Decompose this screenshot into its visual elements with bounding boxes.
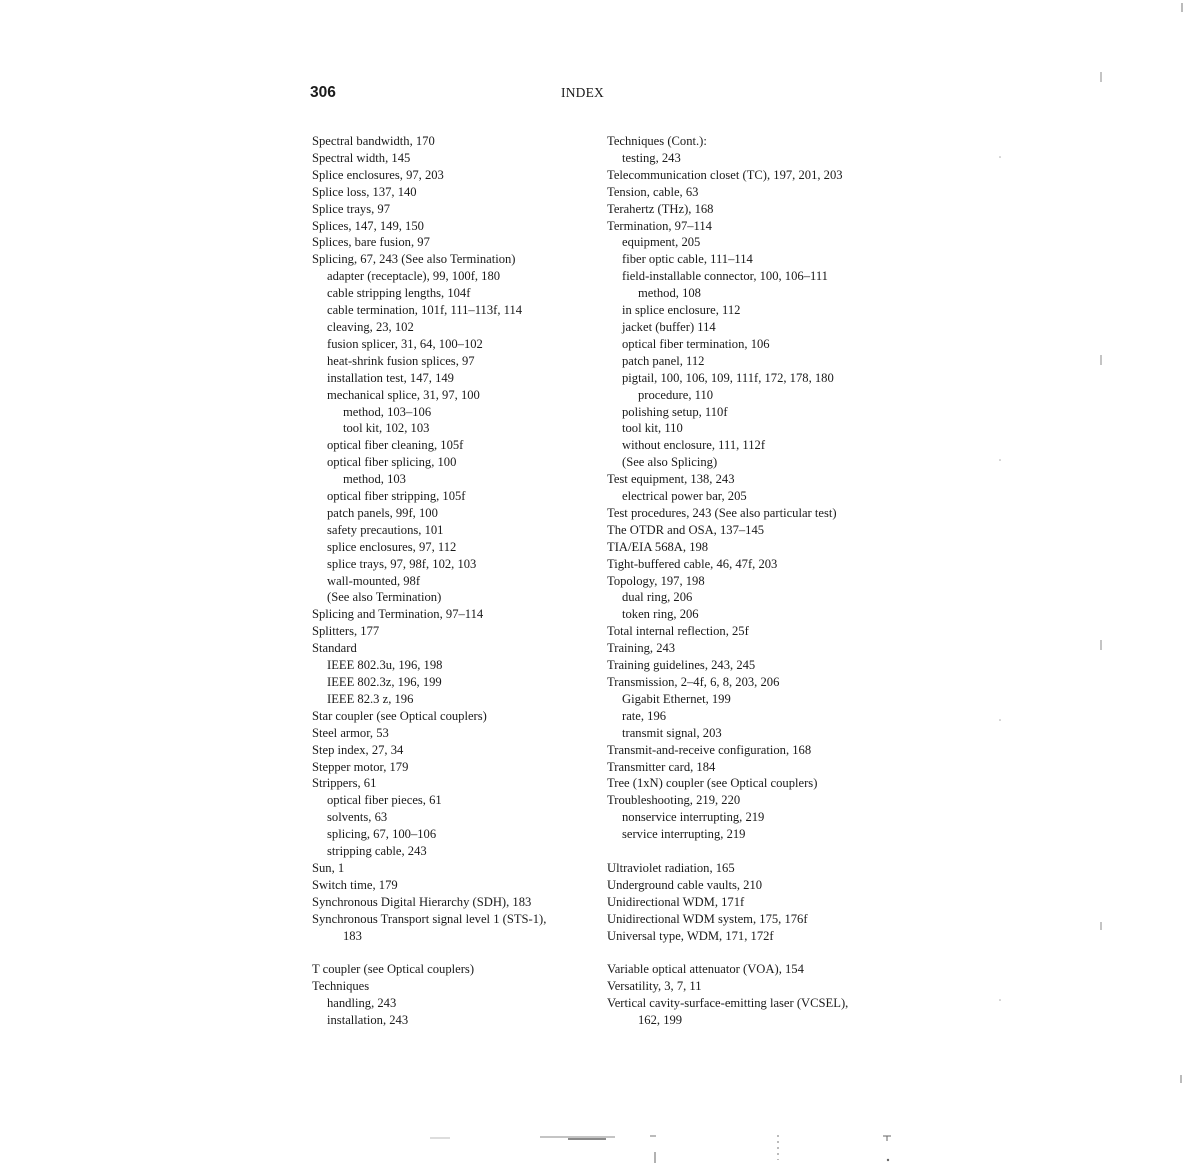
index-entry: Tension, cable, 63 xyxy=(607,184,699,199)
index-subentry: optical fiber termination, 106 xyxy=(622,336,770,351)
index-entry: Splice loss, 137, 140 xyxy=(312,184,417,199)
index-subentry: optical fiber splicing, 100 xyxy=(327,455,457,470)
index-subentry: IEEE 82.3 z, 196 xyxy=(327,691,414,706)
index-subentry: splice trays, 97, 98f, 102, 103 xyxy=(327,556,477,571)
index-subentry: method, 103–106 xyxy=(343,404,432,419)
index-subentry: cleaving, 23, 102 xyxy=(327,319,414,334)
page-number: 306 xyxy=(310,84,336,101)
index-entry: Test procedures, 243 (See also particular test) xyxy=(607,505,837,520)
index-subentry: 183 xyxy=(343,928,362,943)
index-subentry: fiber optic cable, 111–114 xyxy=(622,252,753,267)
index-subentry: adapter (receptacle), 99, 100f, 180 xyxy=(327,269,501,284)
index-subentry: wall-mounted, 98f xyxy=(327,573,421,588)
index-subentry: installation test, 147, 149 xyxy=(327,370,454,385)
index-entry: TIA/EIA 568A, 198 xyxy=(607,539,709,554)
index-subentry: in splice enclosure, 112 xyxy=(622,303,741,318)
index-subentry: cable termination, 101f, 111–113f, 114 xyxy=(327,303,523,318)
index-subentry: safety precautions, 101 xyxy=(327,522,444,537)
index-subentry: pigtail, 100, 106, 109, 111f, 172, 178, 180 xyxy=(622,370,834,385)
index-subentry: procedure, 110 xyxy=(638,387,714,402)
index-subentry: fusion splicer, 31, 64, 100–102 xyxy=(327,336,483,351)
index-subentry: handling, 243 xyxy=(327,996,397,1011)
index-entry: Standard xyxy=(312,641,357,656)
index-entry: Topology, 197, 198 xyxy=(607,573,705,588)
index-entry: Spectral bandwidth, 170 xyxy=(312,134,435,148)
index-spacer xyxy=(607,944,892,961)
index-entry: Universal type, WDM, 171, 172f xyxy=(607,928,774,943)
index-subentry: splicing, 67, 100–106 xyxy=(327,827,437,842)
index-subentry: optical fiber stripping, 105f xyxy=(327,489,466,504)
index-subentry: stripping cable, 243 xyxy=(327,844,427,859)
index-subentry: dual ring, 206 xyxy=(622,590,693,605)
index-entry: Tree (1xN) coupler (see Optical couplers) xyxy=(607,776,818,791)
index-entry: Splicing and Termination, 97–114 xyxy=(312,607,484,622)
index-spacer xyxy=(607,843,892,860)
index-entry: Synchronous Digital Hierarchy (SDH), 183 xyxy=(312,894,532,909)
index-entry: Transmission, 2–4f, 6, 8, 203, 206 xyxy=(607,675,780,689)
index-entry: Stepper motor, 179 xyxy=(312,759,409,774)
index-subentry: IEEE 802.3z, 196, 199 xyxy=(327,675,442,689)
index-subentry: patch panels, 99f, 100 xyxy=(327,505,438,520)
index-subentry: tool kit, 102, 103 xyxy=(343,421,430,436)
index-subentry: heat-shrink fusion splices, 97 xyxy=(327,353,475,368)
index-entry: Sun, 1 xyxy=(312,860,345,875)
index-entry: Switch time, 179 xyxy=(312,877,398,892)
index-entry: Vertical cavity-surface-emitting laser (VCSEL), xyxy=(607,996,849,1011)
index-entry: Techniques (Cont.): xyxy=(607,134,707,148)
index-subentry: method, 103 xyxy=(343,472,406,487)
index-subentry: equipment, 205 xyxy=(622,235,701,250)
index-subentry: solvents, 63 xyxy=(327,810,388,825)
index-subentry: installation, 243 xyxy=(327,1013,409,1028)
index-entry: Steel armor, 53 xyxy=(312,725,389,740)
index-subentry: testing, 243 xyxy=(622,150,681,165)
running-head: INDEX xyxy=(561,85,604,100)
index-entry: Splitters, 177 xyxy=(312,624,380,639)
index-entry: Splicing, 67, 243 (See also Termination) xyxy=(312,252,516,267)
index-column-right xyxy=(607,133,892,1029)
index-entry: Splices, 147, 149, 150 xyxy=(312,218,424,233)
index-entry: Ultraviolet radiation, 165 xyxy=(607,860,735,875)
index-subentry: (See also Splicing) xyxy=(622,455,718,470)
index-subentry: field-installable connector, 100, 106–111 xyxy=(622,269,828,284)
index-subentry: service interrupting, 219 xyxy=(622,827,746,842)
index-entry: The OTDR and OSA, 137–145 xyxy=(607,522,765,537)
index-entry: T coupler (see Optical couplers) xyxy=(312,962,475,977)
index-entry: Unidirectional WDM, 171f xyxy=(607,894,745,909)
index-subentry: 162, 199 xyxy=(638,1013,683,1028)
index-subentry: rate, 196 xyxy=(622,708,667,723)
index-entry: Variable optical attenuator (VOA), 154 xyxy=(607,962,804,977)
index-entry: Telecommunication closet (TC), 197, 201, 203 xyxy=(607,167,843,182)
index-entry: Strippers, 61 xyxy=(312,776,377,791)
index-entry: Synchronous Transport signal level 1 (STS-1), xyxy=(312,911,547,926)
index-subentry: electrical power bar, 205 xyxy=(622,489,747,504)
index-subentry: optical fiber pieces, 61 xyxy=(327,793,442,808)
index-subentry: optical fiber cleaning, 105f xyxy=(327,438,464,453)
index-entry: Training, 243 xyxy=(607,641,676,656)
index-entry: Star coupler (see Optical couplers) xyxy=(312,708,487,723)
index-spacer xyxy=(312,945,597,962)
index-entry: Spectral width, 145 xyxy=(312,150,411,165)
index-subentry: splice enclosures, 97, 112 xyxy=(327,539,457,554)
index-entry: Termination, 97–114 xyxy=(607,218,712,233)
index-entry: Tight-buffered cable, 46, 47f, 203 xyxy=(607,556,778,571)
index-entry: Troubleshooting, 219, 220 xyxy=(607,793,741,808)
index-entry: Versatility, 3, 7, 11 xyxy=(607,979,702,994)
index-entry: Unidirectional WDM system, 175, 176f xyxy=(607,911,808,926)
index-entry: Underground cable vaults, 210 xyxy=(607,877,763,892)
index-entry: Step index, 27, 34 xyxy=(312,742,404,757)
index-entry: Techniques xyxy=(312,979,370,994)
index-subentry: method, 108 xyxy=(638,286,701,301)
index-subentry: IEEE 802.3u, 196, 198 xyxy=(327,658,443,673)
index-entry: Training guidelines, 243, 245 xyxy=(607,658,756,673)
index-subentry: mechanical splice, 31, 97, 100 xyxy=(327,387,480,402)
index-entry: Transmit-and-receive configuration, 168 xyxy=(607,742,812,757)
index-subentry: nonservice interrupting, 219 xyxy=(622,810,765,825)
index-entry: Splices, bare fusion, 97 xyxy=(312,235,430,250)
index-subentry: without enclosure, 111, 112f xyxy=(622,438,766,453)
index-subentry: cable stripping lengths, 104f xyxy=(327,286,471,301)
index-entry: Splice trays, 97 xyxy=(312,201,390,216)
index-subentry: Gigabit Ethernet, 199 xyxy=(622,691,731,706)
index-subentry: transmit signal, 203 xyxy=(622,725,722,740)
index-entry: Test equipment, 138, 243 xyxy=(607,472,735,487)
index-entry: Total internal reflection, 25f xyxy=(607,624,749,639)
index-entry: Terahertz (THz), 168 xyxy=(607,201,714,216)
index-column-left xyxy=(312,133,597,1029)
index-entry: Transmitter card, 184 xyxy=(607,759,716,774)
index-subentry: patch panel, 112 xyxy=(622,353,705,368)
index-subentry: jacket (buffer) 114 xyxy=(622,319,716,334)
index-subentry: (See also Termination) xyxy=(327,590,442,605)
index-subentry: tool kit, 110 xyxy=(622,421,683,436)
index-subentry: token ring, 206 xyxy=(622,607,699,622)
index-entry: Splice enclosures, 97, 203 xyxy=(312,167,444,182)
index-subentry: polishing setup, 110f xyxy=(622,404,728,419)
